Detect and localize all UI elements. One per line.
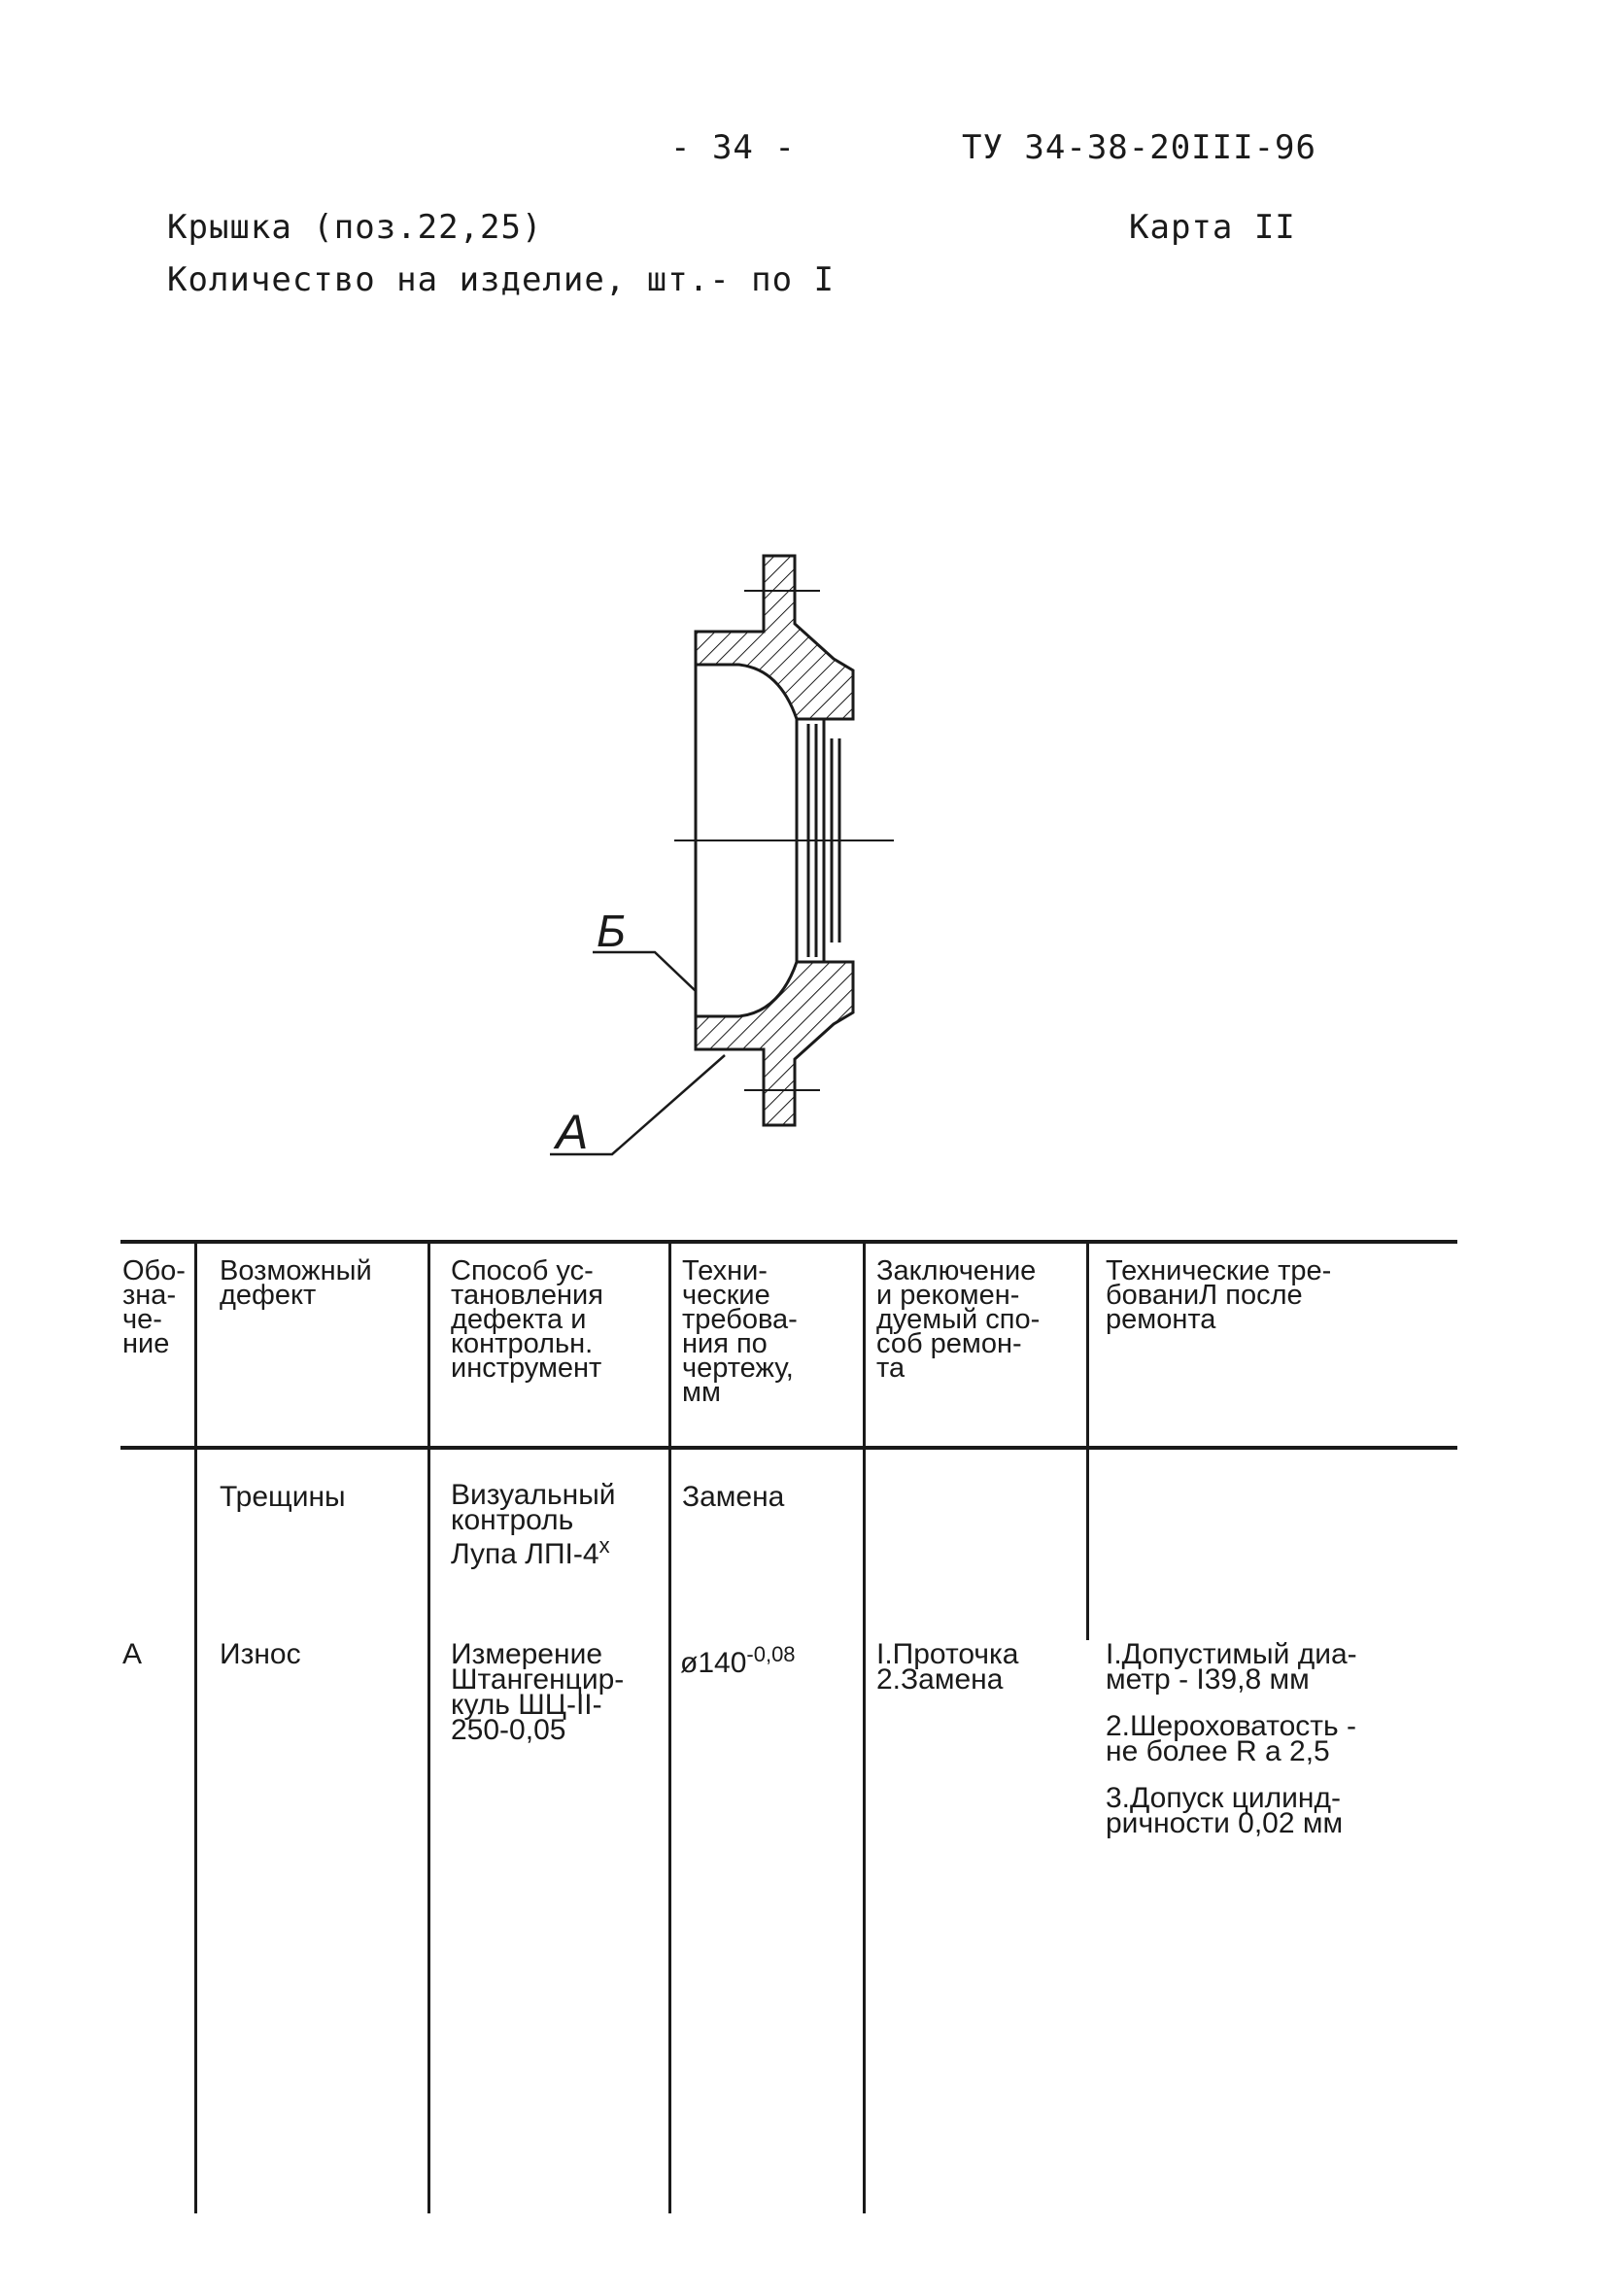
column-divider-3 [668, 1242, 671, 2213]
table-row-2-method: Измерение Штангенцир- куль ШЦ-II- 250-0,05 [451, 1638, 625, 1746]
after-repair-item-2: 2.Шероховатость - не более R a 2,5 [1106, 1710, 1356, 1767]
table-top-rule [120, 1240, 1457, 1244]
label-a: А [556, 1105, 589, 1159]
cover-drawing [505, 544, 913, 1170]
page-number: - 34 - [670, 128, 796, 167]
document-code: ТУ 34-38-20III-96 [962, 128, 1316, 167]
col-header-conclusion: Заключение и рекомен- дуемый спо- соб ремон- та [876, 1255, 1041, 1384]
table-row-2-drawing-req: $ø140^{-0,08}$ [680, 1642, 796, 1679]
column-divider-4 [863, 1242, 866, 2213]
column-divider-1 [194, 1242, 197, 2213]
table-row-2-conclusion: I.Проточка 2.Замена [876, 1638, 1019, 1696]
col-header-defect: Возможный дефект [220, 1255, 372, 1311]
part-title: Крышка (поз.22,25) [167, 208, 543, 247]
column-divider-2 [427, 1242, 430, 2213]
quantity-line: Количество на изделие, шт.- по I [167, 260, 836, 299]
table-row-2-designation: А [122, 1638, 143, 1670]
table-row-1-method: Визуальный контроль Лупа ЛПI-4$^x$ [451, 1479, 616, 1570]
tolerance: -0,08 [746, 1642, 796, 1666]
table-row-2-defect: Износ [220, 1638, 301, 1670]
card-label: Карта II [1129, 208, 1296, 247]
table-header-rule [120, 1446, 1457, 1450]
flange-top-section [696, 556, 853, 719]
label-b: Б [597, 906, 626, 956]
after-repair-item-3: 3.Допуск цилинд- ричности 0,02 мм [1106, 1782, 1344, 1839]
flange-bottom-section [696, 962, 853, 1125]
column-divider-5 [1086, 1242, 1089, 1640]
table-row-1-drawing-req: Замена [682, 1481, 785, 1513]
superscript-mark: x [598, 1533, 610, 1558]
table-row-1-defect: Трещины [220, 1481, 346, 1513]
col-header-method: Способ ус- тановления дефекта и контрольн. инструмент [451, 1255, 603, 1384]
after-repair-item-1: I.Допустимый диа- метр - I39,8 мм [1106, 1638, 1357, 1696]
col-header-designation: Обо- зна- че- ние [122, 1255, 186, 1359]
col-header-drawing-req: Техни- ческие требова- ния по чертежу, мм [682, 1255, 798, 1408]
col-header-after-repair: Технические тре- бованиЛ после ремонта [1106, 1255, 1332, 1335]
